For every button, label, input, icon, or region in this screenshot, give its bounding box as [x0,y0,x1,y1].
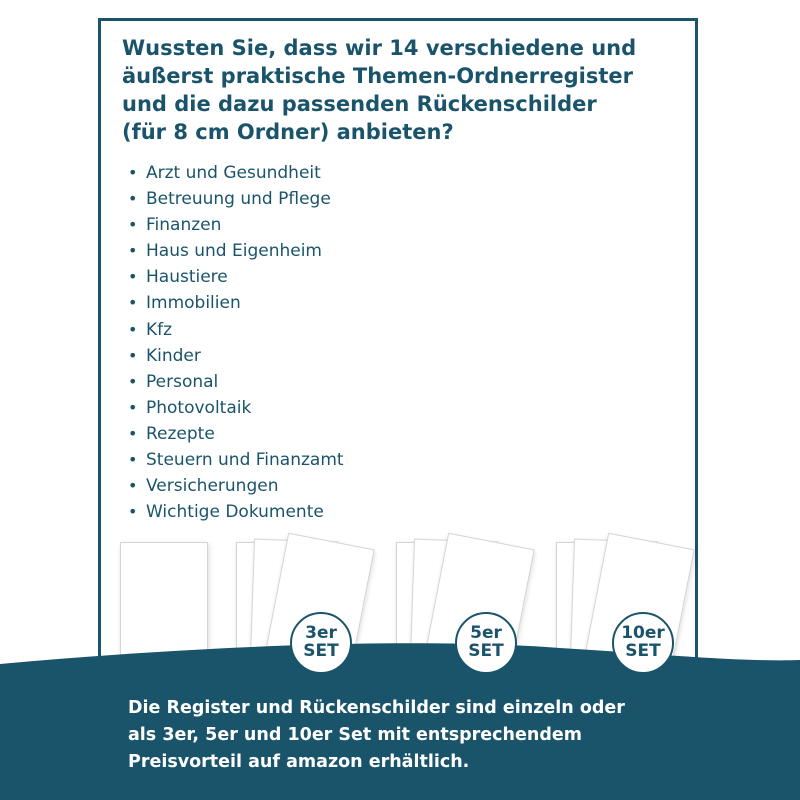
bullet-icon: • [128,345,138,365]
topic-label: Haus und Eigenheim [146,241,322,262]
topic-label: Steuern und Finanzamt [146,450,344,471]
intro-line: (für 8 cm Ordner) anbieten? [122,120,454,144]
topic-item [128,343,344,369]
topic-item [128,473,344,499]
topic-label: Haustiere [146,267,228,288]
topic-label: Arzt und Gesundheit [146,163,321,183]
topic-item [128,186,344,212]
bullet-icon: • [128,189,138,209]
topic-item [128,421,344,447]
bullet-icon: • [128,450,138,470]
topic-item [128,160,344,186]
topic-item [128,264,344,290]
footer-line: Preisvorteil auf amazon erhältlich. [128,752,470,772]
topic-label: Photovoltaik [146,397,252,418]
intro-heading [122,34,682,146]
topic-label: Betreuung und Pflege [146,189,331,210]
bullet-icon: • [128,502,138,522]
topic-label: Personal [146,371,219,392]
set5-badge-label: SET [468,641,504,661]
bullet-icon: • [128,267,138,287]
set10-badge-count: 10er [621,623,665,643]
topic-item [128,212,344,238]
set10-badge-label: SET [625,641,661,661]
intro-line: und die dazu passenden Rückenschilder [122,92,597,116]
set10-badge [612,612,674,674]
topic-item [128,317,344,343]
topic-item [128,369,344,395]
topic-item [128,238,344,264]
footer-line: Die Register und Rückenschilder sind einzeln oder [128,698,625,718]
bullet-icon: • [128,293,138,313]
topic-item [128,447,344,473]
bullet-icon: • [128,423,138,443]
footer-text [128,695,748,776]
bullet-icon: • [128,371,138,391]
set5-badge-count: 5er [470,623,502,643]
bullet-icon: • [128,163,138,182]
topic-label: Immobilien [146,293,241,314]
topic-label: Versicherungen [146,476,279,497]
bullet-icon: • [128,476,138,496]
set3-badge-label: SET [303,641,339,661]
topic-label: Rezepte [146,423,215,444]
topic-label: Wichtige Dokumente [146,502,324,523]
bullet-icon: • [128,397,138,417]
bullet-icon: • [128,215,138,235]
footer-line: als 3er, 5er und 10er Set mit entsprechendem [128,725,582,745]
topic-item [128,499,344,525]
set5-badge [455,612,517,674]
topic-list [128,160,344,525]
intro-line: äußerst praktische Themen-Ordnerregister [122,64,633,88]
topic-item [128,395,344,421]
bullet-icon: • [128,241,138,261]
bullet-icon: • [128,319,138,339]
topic-label: Kinder [146,345,201,366]
set3-badge-count: 3er [305,623,337,643]
topic-item [128,290,344,316]
topic-label: Finanzen [146,215,222,236]
topic-label: Kfz [146,319,173,340]
set3-badge [290,612,352,674]
intro-line: Wussten Sie, dass wir 14 verschiedene und [122,36,637,60]
